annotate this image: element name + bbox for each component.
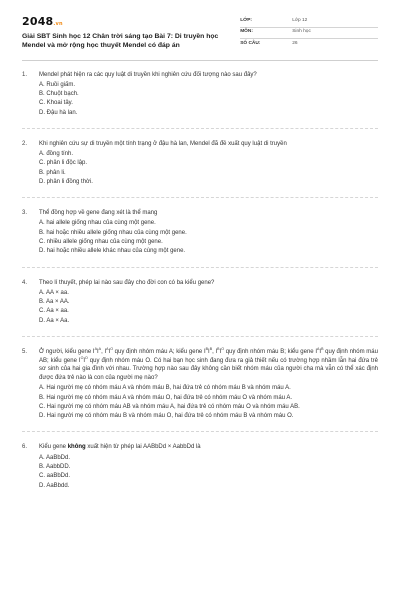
- answer-option[interactable]: A. AaBbDd.: [39, 454, 71, 461]
- text-run: I: [97, 349, 99, 355]
- answer-option[interactable]: D. hai hoặc nhiều allele khác nhau của cùng một gene.: [39, 248, 186, 255]
- answer-option[interactable]: B. Hai người mẹ có nhóm máu A và nhóm máu O, hai đứa trẻ có nhóm máu O và nhóm máu A.: [39, 394, 293, 401]
- question-text: Thể đồng hợp về gene đang xét là thể mang: [39, 210, 158, 217]
- question-body: [39, 443, 378, 490]
- meta-value: 26: [292, 41, 298, 47]
- logo-main: 2048: [22, 15, 54, 28]
- allele-sup: A: [106, 347, 109, 351]
- question-text: [39, 348, 378, 383]
- header-divider: [22, 60, 378, 61]
- meta-row-count: [240, 39, 378, 51]
- answer-option[interactable]: A. Ruồi giấm.: [39, 81, 76, 88]
- text-run: , I: [212, 349, 218, 355]
- answer-option[interactable]: B. Aa × AA.: [39, 299, 70, 306]
- text-run: I: [319, 349, 322, 355]
- meta-label: LỚP:: [240, 17, 253, 23]
- question-4: [22, 277, 378, 326]
- allele-sup: O: [110, 347, 113, 351]
- question-5: [22, 346, 378, 421]
- question-separator: [22, 267, 378, 268]
- header-left: [22, 14, 240, 50]
- answer-option[interactable]: D. Hai người mẹ có nhóm máu B và nhóm máu O, hai đứa trẻ có nhóm máu B và nhóm máu O.: [39, 413, 294, 420]
- question-2: [22, 138, 378, 187]
- question-body: [39, 348, 378, 421]
- text-run: quy định nhóm máu B; kiểu gene I: [224, 349, 317, 355]
- question-number: 6.: [22, 444, 28, 451]
- question-number: 4.: [22, 279, 28, 286]
- allele-sup: O: [221, 347, 225, 351]
- allele-sup: B: [321, 347, 324, 351]
- question-list: [22, 69, 378, 491]
- meta-label: SỐ CÂU:: [240, 41, 261, 47]
- meta-label: MÔN:: [240, 29, 253, 35]
- site-logo[interactable]: [22, 14, 240, 30]
- question-3: [22, 207, 378, 256]
- question-text: Theo lí thuyết, phép lai nào sau đây cho đời con có ba kiểu gene?: [39, 279, 215, 286]
- allele-sup: A: [98, 347, 102, 351]
- question-1: [22, 69, 378, 118]
- meta-row-grade: [240, 16, 378, 28]
- allele-sup: A: [316, 347, 320, 351]
- question-separator: [22, 431, 378, 432]
- allele-sup: O: [80, 355, 84, 360]
- text-run: quy định nhóm máu O. Có hai bạn học sinh đang đưa ra giả thiết nếu có trường hợp nhầm lẫn hai đứa trẻ sơ sinh của hai gia đình với nhau. Trường hợp nào sau đây không cần biết nhóm máu của người cha mà vẫn có thể xác định được đứa trẻ nào là con của người mẹ nào?: [39, 357, 378, 382]
- meta-table: [240, 16, 378, 51]
- logo-tld: .vn: [53, 21, 63, 27]
- answer-option[interactable]: B. hai hoặc nhiều allele giống nhau của cùng một gene.: [39, 229, 187, 236]
- answer-option[interactable]: C. phân li độc lập.: [39, 160, 88, 167]
- question-text: [39, 443, 378, 452]
- meta-row-subject: [240, 28, 378, 40]
- header: [22, 14, 378, 51]
- answer-option[interactable]: C. nhiều allele giống nhau của cùng một gene.: [39, 239, 163, 246]
- text-run: xuất hiện từ phép lai AABbDd × AabbDd là: [85, 444, 201, 451]
- question-text: Mendel phát hiện ra các quy luật di truyền khi nghiên cứu đối tượng nào sau đây?: [39, 71, 257, 78]
- answer-option[interactable]: B. phân li.: [39, 169, 66, 176]
- question-separator: [22, 197, 378, 198]
- emphasis-text: không: [67, 444, 86, 451]
- question-body: [39, 140, 378, 187]
- answer-option[interactable]: C. Aa × aa.: [39, 308, 69, 315]
- text-run: quy định nhóm máu A; kiểu gene I: [112, 349, 206, 355]
- answer-option[interactable]: A. hai allele giống nhau của cùng một gene.: [39, 220, 156, 227]
- text-run: I: [208, 349, 210, 355]
- answer-option[interactable]: B. AabbDD.: [39, 463, 71, 470]
- allele-sup: B: [205, 347, 209, 351]
- text-run: I: [219, 349, 222, 355]
- answer-option[interactable]: A. Hai người mẹ có nhóm máu A và nhóm máu B, hai đứa trẻ có nhóm máu B và nhóm máu A.: [39, 385, 291, 392]
- answer-option[interactable]: C. aaBbDd.: [39, 473, 71, 480]
- text-run: , I: [101, 349, 107, 355]
- question-body: [39, 209, 378, 256]
- question-body: [39, 279, 378, 326]
- allele-sup: B: [217, 347, 220, 351]
- answer-option[interactable]: B. Chuột bạch.: [39, 90, 79, 97]
- question-6: [22, 441, 378, 490]
- answer-option[interactable]: D. AaBbdd.: [39, 482, 70, 489]
- question-body: [39, 71, 378, 118]
- answer-option[interactable]: D. phân li đồng thời.: [39, 178, 93, 185]
- question-text: Khi nghiên cứu sự di truyền một tính trạng ở đậu hà lan, Mendel đã đề xuất quy luật di truyền: [39, 140, 287, 147]
- question-separator: [22, 336, 378, 337]
- text-run: Ở người, kiểu gene I: [39, 349, 95, 355]
- answer-option[interactable]: A. đồng tính.: [39, 151, 74, 158]
- question-number: 1.: [22, 71, 28, 78]
- answer-option[interactable]: A. AA × aa.: [39, 289, 69, 296]
- meta-value: Sinh học: [292, 29, 311, 35]
- allele-sup: O: [85, 355, 88, 360]
- meta-value: Lớp 12: [292, 17, 308, 23]
- text-run: quy định nhóm máu AB; kiểu gene I: [39, 349, 378, 364]
- answer-option[interactable]: C. Khoai tây.: [39, 100, 73, 107]
- text-run: I: [108, 349, 111, 355]
- question-number: 2.: [22, 140, 28, 147]
- answer-option[interactable]: C. Hai người mẹ có nhóm máu AB và nhóm máu A, hai đứa trẻ có nhóm máu O và nhóm máu AB.: [39, 403, 300, 410]
- question-number: 5.: [22, 349, 28, 355]
- question-number: 3.: [22, 210, 28, 217]
- question-separator: [22, 128, 378, 129]
- answer-option[interactable]: D. Đậu hà lan.: [39, 109, 78, 116]
- document-title: Giải SBT Sinh học 12 Chân trời sáng tạo Bài 7: Di truyền học Mendel và mở rộng học thuyết Mendel có đáp án: [22, 32, 219, 50]
- allele-sup: B: [209, 347, 213, 351]
- allele-sup: A: [94, 347, 97, 351]
- text-run: Kiểu gene: [39, 444, 68, 451]
- text-run: I: [83, 357, 86, 364]
- answer-option[interactable]: D. Aa × Aa.: [39, 317, 70, 324]
